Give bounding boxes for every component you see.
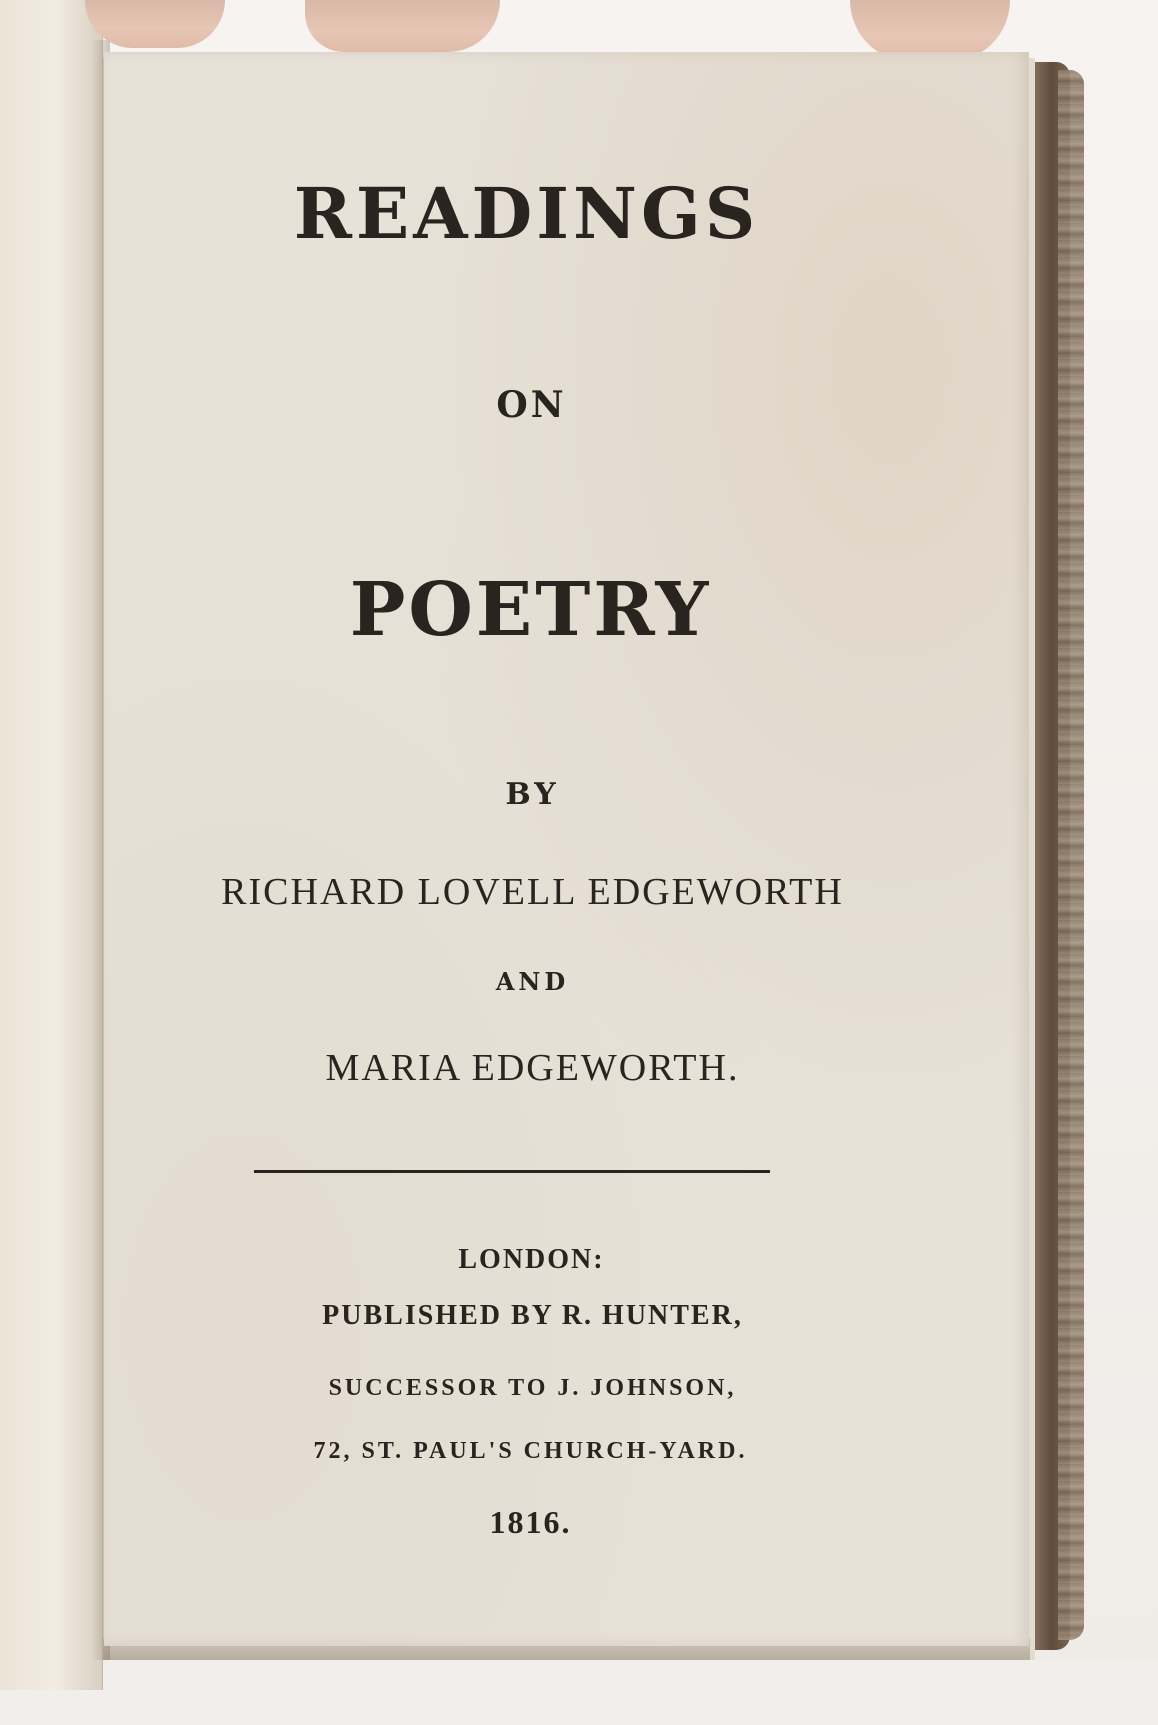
book-subject: POETRY [349, 567, 712, 653]
author-2: MARIA EDGEWORTH. [325, 1047, 740, 1089]
book-title: READINGS [293, 172, 760, 255]
book-cover-frayed-edge [1058, 70, 1084, 1640]
imprint-year: 1816. [489, 1504, 572, 1540]
title-page [104, 52, 1029, 1646]
imprint-address: 72, ST. PAUL'S CHURCH-YARD. [313, 1438, 748, 1464]
imprint-place: LONDON: [458, 1244, 605, 1275]
by-line: BY [505, 777, 560, 812]
horizontal-rule [254, 1170, 770, 1173]
author-1: RICHARD LOVELL EDGEWORTH [221, 871, 844, 913]
imprint-successor: SUCCESSOR TO J. JOHNSON, [328, 1375, 737, 1401]
title-connector-on: ON [496, 384, 567, 426]
table-surface [0, 1660, 1158, 1725]
and-line: AND [495, 967, 570, 996]
imprint-publisher: PUBLISHED BY R. HUNTER, [322, 1300, 743, 1331]
finger-middle [305, 0, 500, 52]
